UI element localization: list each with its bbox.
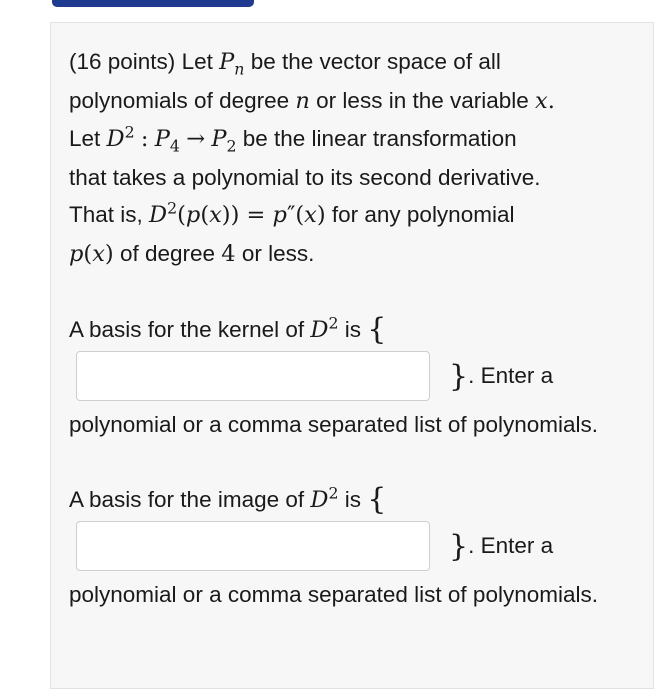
kernel-prompt: A basis for the kernel of $D^2$ is { [69,312,387,347]
question-card [50,22,654,689]
kernel-hint: polynomial or a comma separated list of polynomials. [69,411,598,437]
image-prompt: A basis for the image of $D^2$ is { [69,482,387,517]
kernel-section [69,311,649,443]
top-accent-bar [52,0,254,7]
image-hint: polynomial or a comma separated list of polynomials. [69,581,598,607]
points-label: (16 points) [69,49,176,74]
equation: $D^2(p(x)) = p''(x)$ [149,198,326,228]
image-section [69,481,649,613]
question-content [69,43,649,613]
question-text: (16 points) Let $P_n$ be the vector space of all polynomials of degree n or less in the variable x. Let $D^2$ : $P_4 \to P_2$ be the linear transformation that takes a polynomial to its second derivative. That is, $D^2(p(x)) = p''(x)$ for any polynomial p(x) of degree 4 or less. [69,49,555,267]
kernel-basis-input[interactable] [76,351,430,401]
image-basis-input[interactable] [76,521,430,571]
operator-d2: $D^2$ [106,122,135,152]
image-answer-row: }. Enter a [69,520,649,576]
kernel-answer-row: }. Enter a [69,350,649,406]
space-symbol: $P_n$ [219,49,245,79]
